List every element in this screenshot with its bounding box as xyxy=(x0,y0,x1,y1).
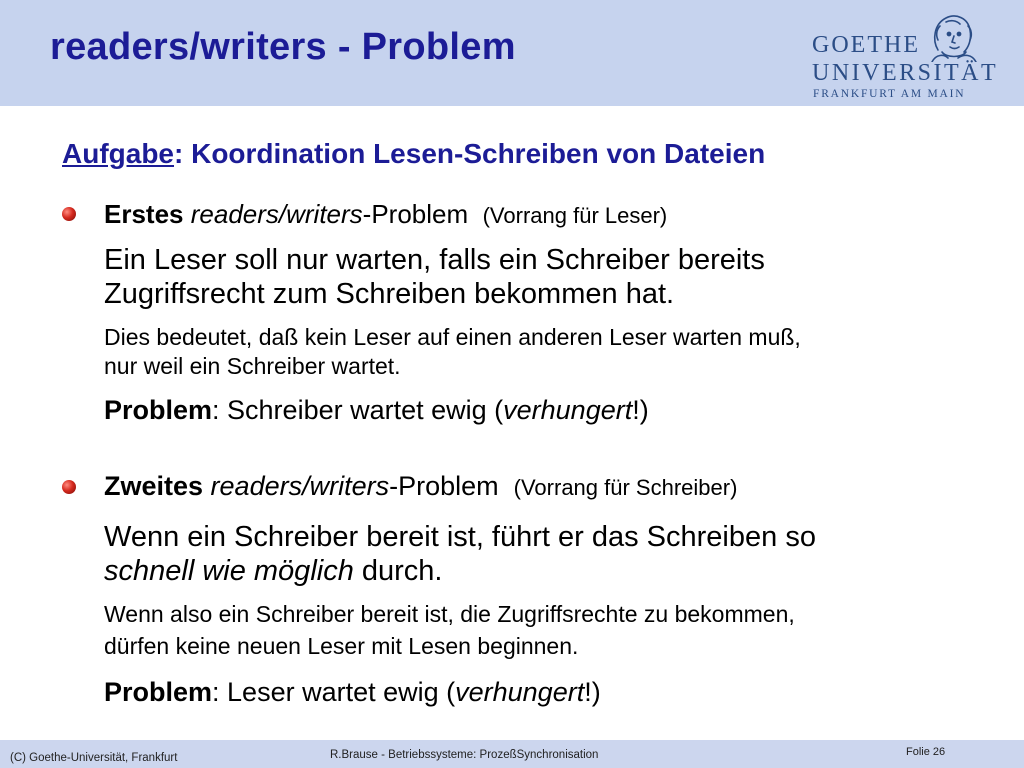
bullet2-problem xyxy=(104,677,601,708)
subtitle-label: Aufgabe xyxy=(62,138,174,169)
slide-subtitle xyxy=(62,138,765,170)
slide-title: readers/writers - Problem xyxy=(50,26,516,68)
bullet2-para1-line2 xyxy=(104,555,443,588)
bullet-icon xyxy=(62,207,76,221)
bullet2-tail: -Problem xyxy=(389,471,499,501)
bullet2-para1-rest: durch. xyxy=(353,555,443,587)
bullet2-italic: readers/writers xyxy=(210,471,390,501)
bullet2-para2-line2: dürfen keine neuen Leser mit Lesen beginnen. xyxy=(104,633,579,659)
bullet1-lead: Erstes xyxy=(104,199,191,229)
bullet2-para1-line1: Wenn ein Schreiber bereit ist, führt er das Schreiben so xyxy=(104,521,816,553)
bullet2-problem-end: !) xyxy=(584,677,601,707)
bullet1-problem-label: Problem xyxy=(104,395,213,425)
bullet1-problem-end: !) xyxy=(632,395,649,425)
logo-line-1: GOETHE xyxy=(812,32,920,58)
bullet1-para2-line2: nur weil ein Schreiber wartet. xyxy=(104,353,401,379)
bullet2-heading xyxy=(104,471,737,502)
subtitle-text: : Koordination Lesen-Schreiben von Dateien xyxy=(174,138,766,169)
bullet2-problem-label: Problem xyxy=(104,677,213,707)
footer-course: R.Brause - Betriebssysteme: ProzeßSynchronisation xyxy=(330,749,599,761)
bullet1-paren: (Vorrang für Leser) xyxy=(482,203,668,228)
bullet1-para2-line1: Dies bedeutet, daß kein Leser auf einen anderen Leser warten muß, xyxy=(104,324,801,350)
bullet2-problem-text: : Leser wartet ewig ( xyxy=(212,677,456,707)
bullet1-heading xyxy=(104,199,667,230)
bullet1-problem-text: : Schreiber wartet ewig ( xyxy=(212,395,504,425)
bullet1-tail: -Problem xyxy=(362,199,469,229)
bullet1-problem xyxy=(104,395,649,426)
logo-line-3: FRANKFURT AM MAIN xyxy=(813,88,966,100)
goethe-portrait-icon xyxy=(924,10,982,62)
bullet2-paren: (Vorrang für Schreiber) xyxy=(513,475,738,500)
footer-copyright: (C) Goethe-Universität, Frankfurt xyxy=(10,752,178,764)
bullet-icon xyxy=(62,480,76,494)
bullet1-problem-italic: verhungert xyxy=(503,395,633,425)
bullet2-para1-italic: schnell wie möglich xyxy=(104,555,354,587)
slide-number: Folie 26 xyxy=(906,746,946,758)
bullet2-para2-line1: Wenn also ein Schreiber bereit ist, die Zugriffsrechte zu bekommen, xyxy=(104,601,795,627)
bullet1-para1-line1: Ein Leser soll nur warten, falls ein Schreiber bereits xyxy=(104,244,765,276)
university-logo xyxy=(812,10,999,102)
bullet1-italic: readers/writers xyxy=(190,199,363,229)
bullet2-problem-italic: verhungert xyxy=(455,677,585,707)
bullet1-para1-line2: Zugriffsrecht zum Schreiben bekommen hat. xyxy=(104,278,675,310)
logo-line-2: UNIVERSITÄT xyxy=(812,60,999,86)
bullet2-lead: Zweites xyxy=(104,471,211,501)
